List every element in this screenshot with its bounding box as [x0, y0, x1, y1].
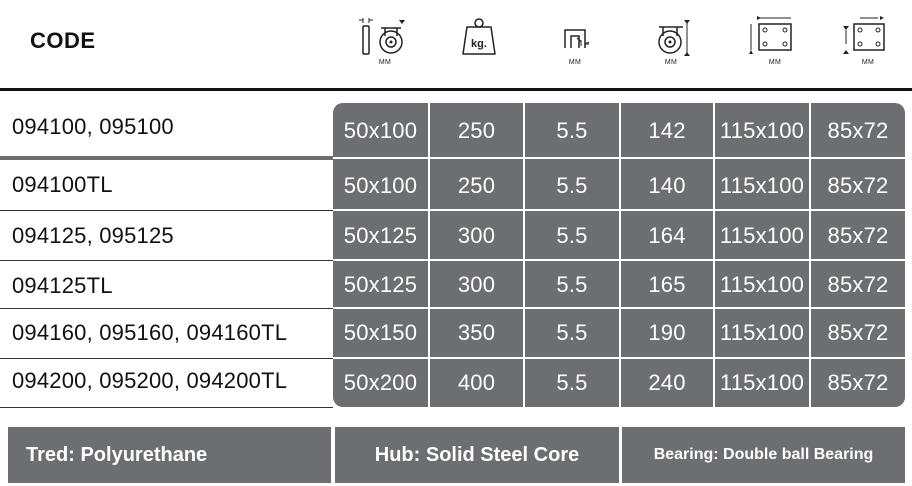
column-divider [619, 103, 621, 407]
bolt-hole-column-header [838, 14, 898, 74]
wheel-size-cell: 50x100 [343, 118, 418, 143]
code-divider [0, 260, 333, 261]
wheel-size-cell: 50x125 [343, 272, 418, 297]
bolt-spacing-cell: 85x72 [827, 173, 889, 198]
spec-header [0, 0, 912, 88]
code-divider [0, 210, 333, 211]
wheel-height-column-header [641, 14, 701, 74]
column-divider [713, 103, 715, 407]
plate-thickness-icon [545, 14, 605, 58]
weight-kg-icon [449, 14, 509, 58]
thickness-cell: 5.5 [556, 173, 588, 198]
bolt-hole-spacing-unit: MM [861, 59, 875, 66]
weight-icon-label: kg. [471, 38, 487, 50]
load-cell: 400 [457, 370, 496, 395]
plate-size-icon [745, 14, 805, 58]
wheel-size-cell: 50x100 [343, 173, 418, 198]
height-cell: 140 [648, 173, 686, 198]
bearing-type-label: Bearing: Double ball Bearing [622, 427, 905, 483]
bolt-spacing-cell: 85x72 [827, 272, 889, 297]
plate-size-cell: 115x100 [719, 223, 805, 248]
thickness-cell: 5.5 [556, 223, 588, 248]
load-cell: 250 [457, 118, 496, 143]
load-cell: 350 [457, 320, 496, 345]
code-cell-row-2: 094100TL [12, 172, 113, 197]
bolt-spacing-cell: 85x72 [827, 320, 889, 345]
column-divider [523, 103, 525, 407]
height-cell: 142 [648, 118, 686, 143]
column-divider [428, 103, 430, 407]
code-cell-row-6: 094200, 095200, 094200TL [12, 368, 288, 393]
plate-size-unit: MM [768, 59, 782, 66]
bolt-spacing-cell: 85x72 [827, 223, 889, 248]
wheel-height-icon [641, 14, 701, 58]
plate-size-cell: 115x100 [719, 272, 805, 297]
tread-material-label: Tred: Polyurethane [8, 427, 331, 483]
wheel-size-cell: 50x125 [343, 223, 418, 248]
hub-material-label: Hub: Solid Steel Core [335, 427, 619, 483]
row-divider [333, 307, 905, 309]
row-divider [333, 357, 905, 359]
height-cell: 165 [648, 272, 686, 297]
wheel-width-unit: MM [378, 59, 392, 66]
column-divider [809, 103, 811, 407]
bolt-hole-spacing-icon [838, 14, 898, 58]
load-cell: 300 [457, 272, 496, 297]
header-divider [0, 88, 912, 91]
height-cell: 240 [648, 370, 686, 395]
code-cell-row-3: 094125, 095125 [12, 223, 174, 248]
bolt-spacing-cell: 85x72 [827, 118, 889, 143]
thickness-cell: 5.5 [556, 320, 588, 345]
code-cell-row-4: 094125TL [12, 273, 113, 298]
height-cell: 190 [648, 320, 686, 345]
code-divider [0, 156, 333, 160]
load-cell: 250 [457, 173, 496, 198]
row-divider [333, 157, 905, 159]
code-divider [0, 407, 333, 408]
wheel-width-column-header [355, 14, 415, 74]
plate-size-cell: 115x100 [719, 173, 805, 198]
plate-size-cell: 115x100 [719, 118, 805, 143]
plate-size-cell: 115x100 [719, 320, 805, 345]
weight-column-header [449, 14, 509, 74]
wheel-height-unit: MM [664, 59, 678, 66]
wheel-size-cell: 50x150 [343, 320, 418, 345]
code-column-title: CODE [30, 28, 96, 53]
thickness-cell: 5.5 [556, 272, 588, 297]
spec-table [333, 103, 905, 407]
thickness-cell: 5.5 [556, 370, 588, 395]
code-divider [0, 308, 333, 309]
plate-thickness-column-header [545, 14, 605, 74]
wheel-size-cell: 50x200 [343, 370, 418, 395]
plate-size-cell: 115x100 [719, 370, 805, 395]
row-divider [333, 209, 905, 211]
code-divider [0, 358, 333, 359]
code-cell-row-1: 094100, 095100 [12, 114, 174, 139]
load-cell: 300 [457, 223, 496, 248]
height-cell: 164 [648, 223, 686, 248]
wheel-width-icon [355, 14, 415, 58]
code-cell-row-5: 094160, 095160, 094160TL [12, 320, 288, 345]
material-footer [8, 427, 905, 483]
bolt-spacing-cell: 85x72 [827, 370, 889, 395]
thickness-cell: 5.5 [556, 118, 588, 143]
row-divider [333, 259, 905, 261]
plate-thickness-unit: MM [568, 59, 582, 66]
plate-size-column-header [745, 14, 805, 74]
